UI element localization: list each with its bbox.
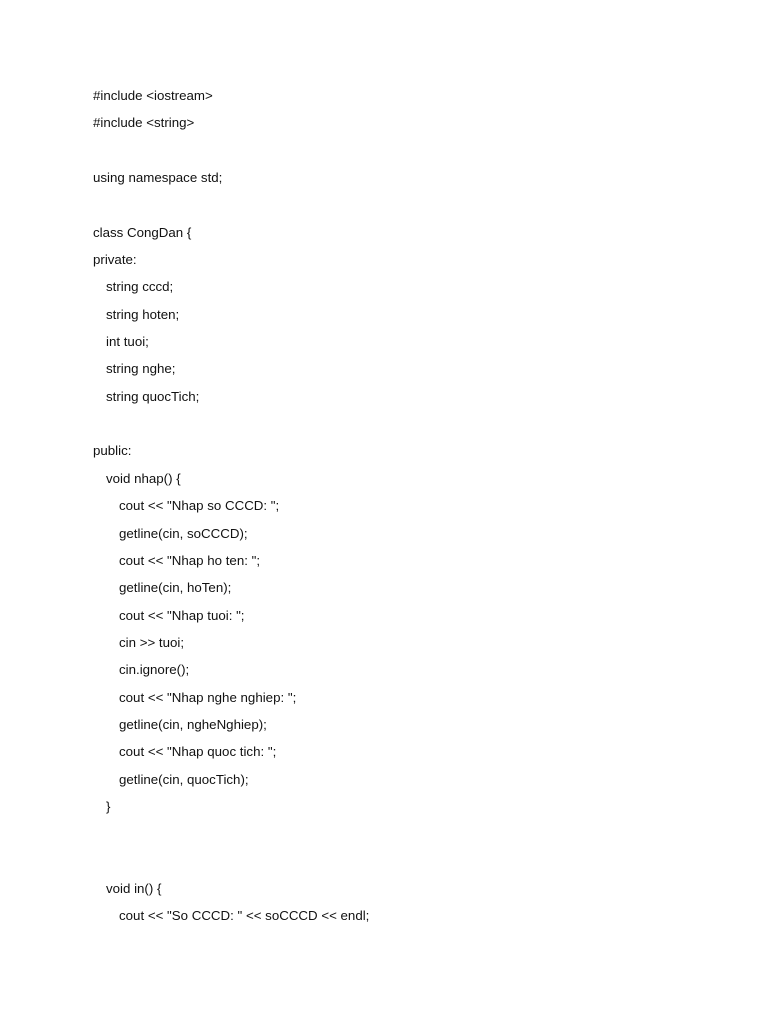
code-line: cin >> tuoi;: [119, 634, 185, 650]
code-line: cout << "Nhap nghe nghiep: ";: [119, 689, 297, 705]
code-line: cin.ignore();: [119, 662, 190, 678]
code-line: string quocTich;: [106, 388, 200, 404]
code-line: string hoten;: [106, 306, 180, 322]
code-line: class CongDan {: [93, 224, 192, 240]
blank-line: [93, 140, 733, 167]
code-line: getline(cin, ngheNghiep);: [119, 716, 267, 732]
code-line: #include <iostream>: [93, 88, 213, 103]
code-line: int tuoi;: [106, 334, 149, 350]
blank-line: [93, 851, 733, 878]
code-line: cout << "Nhap tuoi: ";: [119, 607, 245, 623]
code-line: string nghe;: [106, 361, 176, 377]
blank-line: [93, 823, 733, 850]
code-line: void in() {: [106, 880, 162, 896]
code-line: cout << "So CCCD: " << soCCCD << endl;: [119, 908, 370, 924]
code-line: getline(cin, quocTich);: [119, 771, 249, 787]
blank-line: [93, 194, 733, 221]
code-line: getline(cin, hoTen);: [119, 580, 232, 596]
code-line: private:: [93, 252, 137, 268]
code-line: cout << "Nhap so CCCD: ";: [119, 498, 280, 514]
code-line: }: [106, 798, 111, 814]
code-line: cout << "Nhap quoc tich: ";: [119, 744, 277, 760]
code-line: cout << "Nhap ho ten: ";: [119, 552, 261, 568]
code-line: void nhap() {: [106, 470, 181, 486]
code-line: #include <string>: [93, 115, 195, 131]
code-line: string cccd;: [106, 279, 174, 295]
blank-line: [93, 413, 733, 440]
code-line: public:: [93, 443, 132, 459]
code-line: using namespace std;: [93, 170, 223, 186]
code-body: [93, 85, 733, 933]
code-line: getline(cin, soCCCD);: [119, 525, 248, 541]
